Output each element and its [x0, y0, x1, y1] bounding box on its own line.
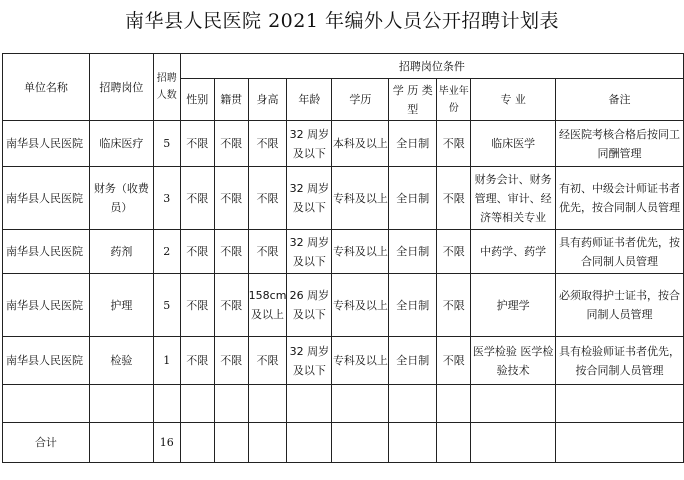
cell-position: 检验 — [89, 337, 153, 385]
cell-edu-type: 全日制 — [389, 230, 437, 274]
cell-height: 不限 — [248, 230, 287, 274]
cell-height: 不限 — [248, 167, 287, 230]
cell-education: 专科及以上 — [332, 167, 389, 230]
cell-count: 5 — [153, 274, 180, 337]
cell-remarks: 有初、中级会计师证书者优先，按合同制人员管理 — [556, 167, 684, 230]
header-conditions: 招聘岗位条件 — [180, 54, 683, 79]
cell-education: 专科及以上 — [332, 230, 389, 274]
cell-height: 不限 — [248, 337, 287, 385]
table-row — [3, 230, 684, 274]
header-remarks: 备注 — [556, 79, 684, 121]
cell-remarks: 必须取得护士证书，按合同制人员管理 — [556, 274, 684, 337]
header-major: 专 业 — [471, 79, 556, 121]
cell-unit: 南华县人民医院 — [3, 121, 90, 167]
cell-height: 158cm及以上 — [248, 274, 287, 337]
cell-count: 1 — [153, 337, 180, 385]
cell-gender: 不限 — [180, 337, 214, 385]
header-edu-type: 学 历 类 型 — [389, 79, 437, 121]
cell-unit: 南华县人民医院 — [3, 167, 90, 230]
cell-edu-type: 全日制 — [389, 121, 437, 167]
cell-remarks: 具有检验师证书者优先，按合同制人员管理 — [556, 337, 684, 385]
cell-position: 药剂 — [89, 230, 153, 274]
cell-education: 专科及以上 — [332, 337, 389, 385]
cell-origin: 不限 — [214, 167, 248, 230]
cell-height: 不限 — [248, 121, 287, 167]
cell-age: 32 周岁及以下 — [287, 337, 332, 385]
cell-position: 临床医疗 — [89, 121, 153, 167]
header-height: 身高 — [248, 79, 287, 121]
table-row — [3, 337, 684, 385]
table-row — [3, 274, 684, 337]
cell-origin: 不限 — [214, 274, 248, 337]
cell-unit: 南华县人民医院 — [3, 274, 90, 337]
cell-unit: 南华县人民医院 — [3, 337, 90, 385]
cell-major: 财务会计、财务管理、审计、经济等相关专业 — [471, 167, 556, 230]
cell-count: 5 — [153, 121, 180, 167]
page-title: 南华县人民医院 2021 年编外人员公开招聘计划表 — [125, 10, 559, 32]
cell-age: 26 周岁及以下 — [287, 274, 332, 337]
cell-education: 专科及以上 — [332, 274, 389, 337]
cell-major: 护理学 — [471, 274, 556, 337]
header-unit: 单位名称 — [3, 54, 90, 121]
cell-count: 3 — [153, 167, 180, 230]
cell-grad-year: 不限 — [437, 230, 471, 274]
cell-unit: 南华县人民医院 — [3, 230, 90, 274]
cell-grad-year: 不限 — [437, 167, 471, 230]
header-age: 年龄 — [287, 79, 332, 121]
cell-origin: 不限 — [214, 337, 248, 385]
total-row — [3, 423, 684, 463]
header-gender: 性别 — [180, 79, 214, 121]
cell-age: 32 周岁及以下 — [287, 167, 332, 230]
cell-edu-type: 全日制 — [389, 167, 437, 230]
recruitment-table — [2, 53, 684, 463]
header-origin: 籍贯 — [214, 79, 248, 121]
cell-major: 中药学、药学 — [471, 230, 556, 274]
cell-age: 32 周岁及以下 — [287, 121, 332, 167]
cell-edu-type: 全日制 — [389, 274, 437, 337]
cell-grad-year: 不限 — [437, 337, 471, 385]
cell-gender: 不限 — [180, 274, 214, 337]
cell-age: 32 周岁及以下 — [287, 230, 332, 274]
cell-edu-type: 全日制 — [389, 337, 437, 385]
header-count: 招聘人数 — [153, 54, 180, 121]
cell-remarks: 经医院考核合格后按同工同酬管理 — [556, 121, 684, 167]
cell-remarks: 具有药师证书者优先，按合同制人员管理 — [556, 230, 684, 274]
cell-position: 财务（收费员） — [89, 167, 153, 230]
cell-origin: 不限 — [214, 230, 248, 274]
total-label: 合计 — [3, 423, 90, 463]
cell-gender: 不限 — [180, 230, 214, 274]
header-position: 招聘岗位 — [89, 54, 153, 121]
table-row — [3, 167, 684, 230]
total-count: 16 — [153, 423, 180, 463]
cell-grad-year: 不限 — [437, 121, 471, 167]
cell-major: 医学检验 医学检验技术 — [471, 337, 556, 385]
header-grad-year: 毕业年份 — [437, 79, 471, 121]
table-row — [3, 121, 684, 167]
header-education: 学历 — [332, 79, 389, 121]
cell-major: 临床医学 — [471, 121, 556, 167]
cell-count: 2 — [153, 230, 180, 274]
cell-grad-year: 不限 — [437, 274, 471, 337]
cell-origin: 不限 — [214, 121, 248, 167]
cell-gender: 不限 — [180, 121, 214, 167]
cell-gender: 不限 — [180, 167, 214, 230]
empty-row — [3, 385, 684, 423]
cell-position: 护理 — [89, 274, 153, 337]
cell-education: 本科及以上 — [332, 121, 389, 167]
